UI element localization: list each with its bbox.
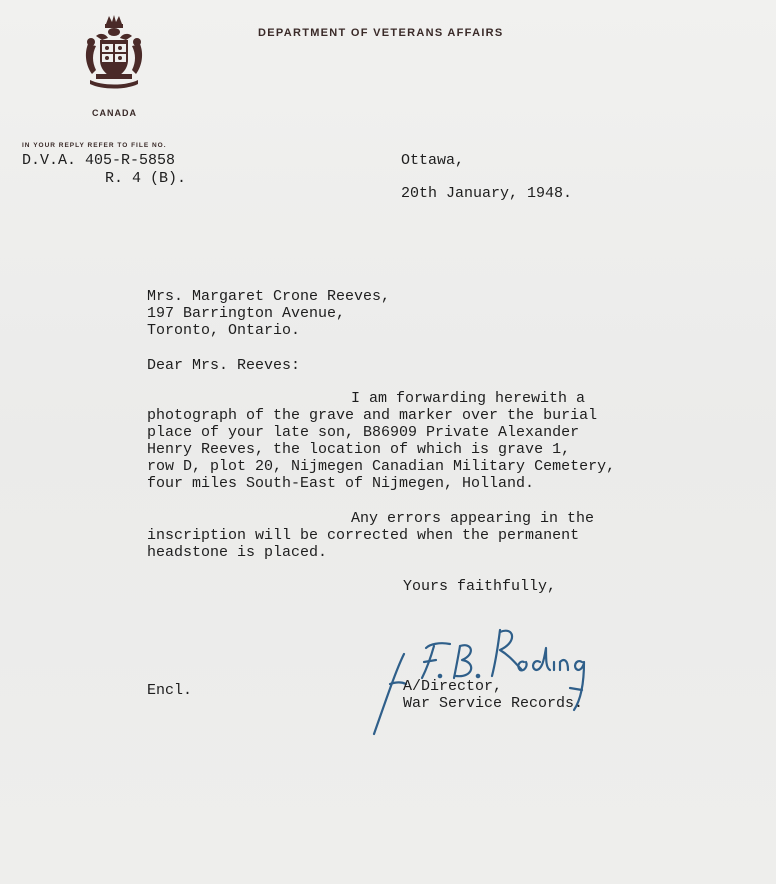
letter-date: 20th January, 1948. — [401, 185, 573, 202]
recipient-street: 197 Barrington Avenue, — [147, 305, 346, 322]
letterhead-department: DEPARTMENT OF VETERANS AFFAIRS — [258, 27, 504, 39]
file-reference-label: IN YOUR REPLY REFER TO FILE NO. — [22, 142, 167, 149]
recipient-city: Toronto, Ontario. — [147, 322, 301, 339]
closing: Yours faithfully, — [403, 578, 557, 595]
paragraph1-line: row D, plot 20, Nijmegen Canadian Military Cemetery, — [147, 458, 616, 475]
file-reference-number: D.V.A. 405-R-5858 — [22, 152, 176, 169]
paragraph1-line: four miles South-East of Nijmegen, Holland. — [147, 475, 535, 492]
signer-office: War Service Records. — [403, 695, 584, 712]
salutation: Dear Mrs. Reeves: — [147, 357, 301, 374]
file-reference-subnumber: R. 4 (B). — [105, 170, 187, 187]
paragraph2-line: inscription will be corrected when the permanent — [147, 527, 580, 544]
paragraph1-line: photograph of the grave and marker over the burial — [147, 407, 598, 424]
paragraph2-line: Any errors appearing in the — [351, 510, 595, 527]
canada-coat-of-arms-icon — [82, 14, 146, 96]
paragraph1-line: Henry Reeves, the location of which is grave 1, — [147, 441, 571, 458]
letter-place: Ottawa, — [401, 152, 465, 169]
recipient-name: Mrs. Margaret Crone Reeves, — [147, 288, 391, 305]
paragraph2-line: headstone is placed. — [147, 544, 328, 561]
paragraph1-line: place of your late son, B86909 Private Alexander — [147, 424, 580, 441]
enclosure-note: Encl. — [147, 682, 193, 699]
letterhead-country: CANADA — [92, 108, 137, 118]
paragraph1-line: I am forwarding herewith a — [351, 390, 586, 407]
signer-title: A/Director, — [403, 678, 503, 695]
